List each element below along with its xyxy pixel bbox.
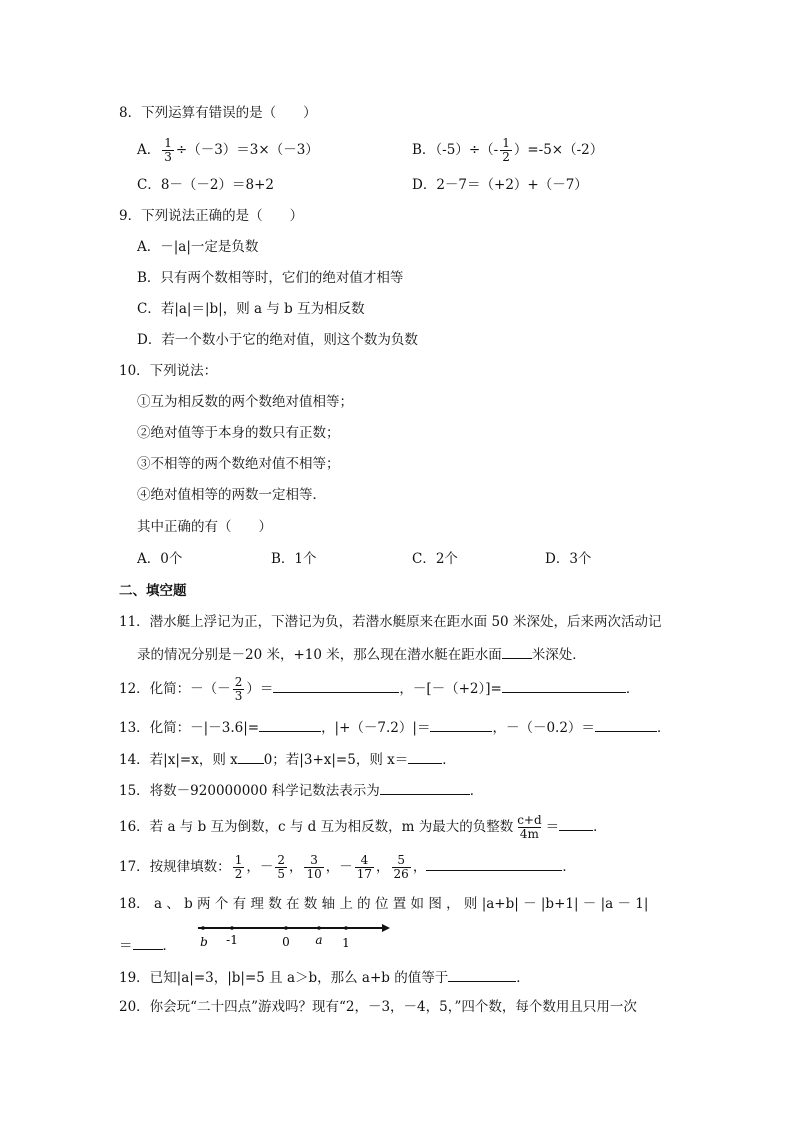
frac-denominator: 2: [502, 150, 510, 164]
q17-fraction-3: [304, 854, 323, 881]
frac-numerator: 4: [360, 853, 369, 867]
q12-text-b: ）＝: [246, 681, 274, 697]
frac-denominator: 2: [234, 867, 243, 881]
q10-ask: 其中正确的有（ ）: [137, 519, 272, 535]
q19-answer-blank[interactable]: [448, 967, 516, 982]
q9-option-a: A．－|a|一定是负数: [137, 239, 259, 255]
frac-numerator: 1: [164, 136, 172, 150]
frac-numerator: 2: [277, 853, 285, 867]
q13-text-a: 13．化简：－|－3.6|=: [119, 720, 260, 736]
q18-line-2: [119, 935, 176, 955]
q11-line-1: 11．潜水艇上浮记为正，下潜记为负，若潜水艇原来在距水面 50 米深处，后来两次活动记: [119, 614, 662, 630]
frac-denominator: 3: [234, 689, 243, 703]
q13: [119, 717, 670, 737]
q8-a-fraction: [162, 137, 174, 164]
q17-sep-3: ，: [288, 859, 303, 875]
q17-sep-4: ，－: [325, 859, 353, 875]
number-line: [196, 920, 392, 954]
q17-sep-2: ，－: [246, 859, 274, 875]
q9-option-b: B．只有两个数相等时，它们的绝对值才相等: [137, 270, 404, 286]
q9-option-c: C．若|a|＝|b|，则 a 与 b 互为相反数: [137, 301, 365, 317]
frac-numerator: 1: [234, 853, 243, 867]
q15-text-a: 15．将数－920000000 科学记数法表示为: [119, 783, 380, 799]
q8-b-label: B．（-5）÷（-: [412, 142, 499, 158]
q15: [119, 780, 483, 800]
q14-text-b: 0；若|3+x|=5，则 x＝: [263, 752, 409, 768]
frac-denominator: 26: [393, 867, 409, 881]
q12-text-d: ．: [625, 681, 640, 697]
q12-text-a: 12．化简：－（－: [119, 681, 231, 697]
q13-text-d: ．: [656, 720, 671, 736]
frac-numerator: 5: [397, 853, 405, 867]
q13-answer-blank-2[interactable]: [430, 717, 492, 732]
label-1: 1: [342, 936, 350, 950]
q16-text-c: ．: [593, 819, 607, 835]
q12-answer-blank-2[interactable]: [502, 678, 626, 693]
q8-a-text: ÷（－3）＝3×（－3）: [175, 142, 319, 158]
q8-stem: 8．下列运算有错误的是（ ）: [119, 105, 317, 121]
q13-text-c: ，－（－0.2）＝: [492, 720, 595, 736]
q19-text-a: 19．已知|a|=3，|b|=5 且 a＞b，那么 a+b 的值等于: [119, 970, 449, 986]
q10-statement-3: ③不相等的两个数绝对值不相等；: [137, 456, 340, 472]
q14-answer-blank-1[interactable]: [238, 749, 264, 764]
q10-statement-4: ④绝对值相等的两数一定相等．: [137, 487, 326, 503]
q17-text-a: 17．按规律填数：: [119, 859, 231, 875]
q8-a-label: A．: [137, 142, 161, 158]
tick-0: [284, 926, 288, 930]
q11-text: 录的情况分别是－20 米，+10 米，那么现在潜水艇在距水面: [137, 647, 502, 663]
q10-option-c: C．2个: [412, 551, 458, 567]
frac-denominator: 5: [277, 867, 285, 881]
frac-numerator: c+d: [517, 813, 542, 827]
q14-text-a: 14．若|x|=x，则 x: [119, 752, 238, 768]
label-minus-1: -1: [226, 933, 238, 947]
q17-end: ．: [562, 859, 576, 875]
q14-answer-blank-2[interactable]: [408, 749, 442, 764]
frac-denominator: 3: [164, 150, 172, 164]
q15-answer-blank[interactable]: [380, 780, 470, 795]
q12-text-c: ，－[－（+2）]=: [399, 681, 502, 697]
point-b: [201, 926, 205, 930]
q13-answer-blank-1[interactable]: [259, 717, 321, 732]
q16-text-a: 16．若 a 与 b 互为倒数，c 与 d 互为相反数，m 为最大的负整数: [119, 819, 514, 835]
q9-stem: 9．下列说法正确的是（ ）: [119, 208, 304, 224]
point-a: [317, 926, 321, 930]
frac-denominator: 4m: [519, 827, 539, 841]
section-heading: 二、填空题: [119, 583, 187, 599]
frac-numerator: 1: [502, 136, 510, 150]
q16-answer-blank[interactable]: [559, 816, 593, 831]
q8-b-text: ）=-5×（-2）: [513, 142, 604, 158]
q14: [119, 749, 456, 769]
q11-line-2: [137, 644, 586, 664]
q17-fraction-2: [275, 854, 287, 881]
q20: 20．你会玩“二十四点”游戏吗？现有“2，－3，－4，5，”四个数，每个数用且只用一次: [119, 999, 637, 1015]
q11-tail: 米深处．: [531, 647, 586, 663]
q19-text-b: ．: [516, 970, 530, 986]
q13-text-b: ，|+（－7.2）|＝: [321, 720, 431, 736]
q12: [119, 676, 639, 703]
q15-text-b: ．: [469, 783, 484, 799]
arrow-icon: [382, 924, 390, 932]
label-a: a: [315, 933, 323, 947]
q11-answer-blank[interactable]: [502, 644, 532, 659]
q17-fraction-1: [233, 854, 245, 881]
q10-option-d: D．3个: [545, 551, 592, 567]
q8-option-b: [412, 137, 603, 164]
q8-option-d: D．2－7＝（+2）+（－7）: [412, 177, 588, 193]
q12-fraction: [233, 676, 245, 703]
q18-end: ．: [162, 938, 176, 954]
q9-option-d: D．若一个数小于它的绝对值，则这个数为负数: [137, 332, 418, 348]
q17-answer-blank[interactable]: [426, 856, 562, 871]
label-b: b: [200, 935, 208, 949]
q17-fraction-4: [355, 854, 374, 881]
q10-statement-1: ①互为相反数的两个数绝对值相等；: [137, 394, 353, 410]
q16: [119, 814, 607, 841]
tick-minus-1: [230, 926, 234, 930]
q8-option-a: [137, 137, 319, 164]
frac-denominator: 17: [356, 867, 373, 881]
q18-answer-blank[interactable]: [133, 935, 163, 950]
q19: [119, 967, 530, 987]
frac-numerator: 2: [234, 675, 243, 689]
q17-fraction-5: [392, 854, 411, 881]
q18-line-1: 18． a 、 b 两 个 有 理 数 在 数 轴 上 的 位 置 如 图 ， 则 |a+b| － |b+1| － |a － 1|: [119, 896, 649, 912]
q8-option-c: C．8－（－2）＝8+2: [137, 177, 274, 193]
q16-fraction: [515, 814, 543, 841]
q17-sep-5: ，: [376, 859, 390, 875]
q8-b-fraction: [500, 137, 512, 164]
q18-eq: ＝: [119, 938, 133, 954]
frac-denominator: 10: [306, 867, 322, 881]
q17-tail: ，: [412, 859, 427, 875]
label-0: 0: [282, 935, 290, 949]
q10-statement-2: ②绝对值等于本身的数只有正数；: [137, 425, 340, 441]
q10-stem: 10．下列说法：: [119, 363, 218, 379]
tick-1: [344, 926, 348, 930]
q10-option-b: B．1个: [271, 551, 317, 567]
q17: [119, 854, 576, 881]
q14-text-c: ．: [442, 752, 456, 768]
q12-answer-blank-1[interactable]: [273, 678, 399, 693]
frac-numerator: 3: [310, 853, 318, 867]
q13-answer-blank-3[interactable]: [595, 717, 657, 732]
q10-option-a: A．0个: [137, 551, 183, 567]
q16-text-b: ＝: [545, 819, 560, 835]
